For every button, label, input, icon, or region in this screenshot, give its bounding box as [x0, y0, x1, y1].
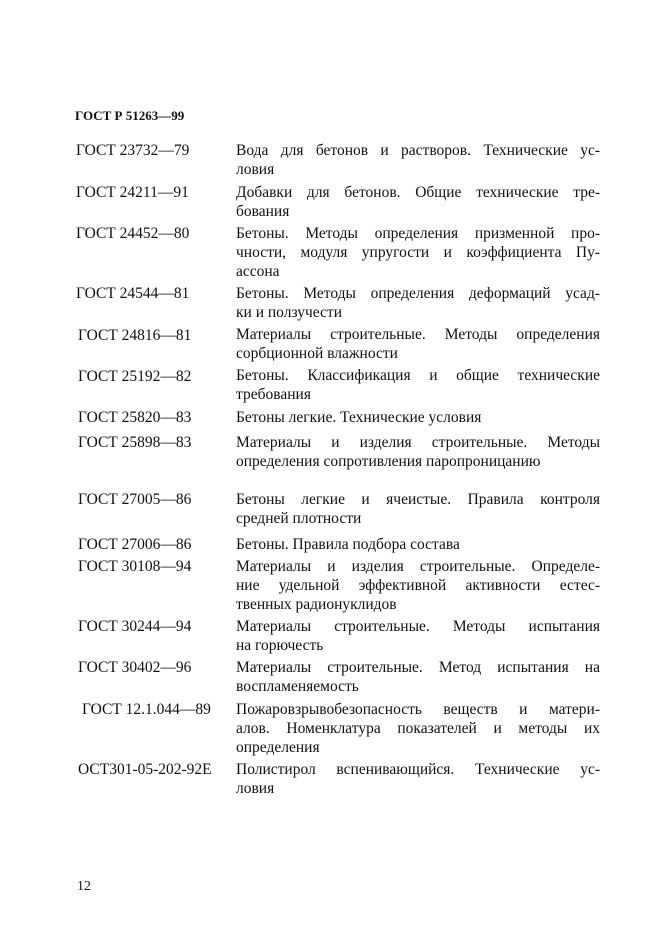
reference-title	[236, 535, 600, 554]
reference-code: ГОСТ 24544—81	[76, 285, 190, 302]
reference-title	[236, 408, 600, 427]
reference-title-line: ловия	[236, 780, 275, 797]
reference-title-line: требования	[236, 386, 311, 403]
reference-code: ГОСТ 30402—96	[78, 659, 192, 676]
reference-title-line: Вода для бетонов и растворов. Технические ус-	[236, 142, 600, 159]
reference-code: ГОСТ 30244—94	[78, 618, 192, 635]
reference-title-line: Материалы и изделия строительные. Определе-	[236, 558, 600, 575]
reference-title	[236, 366, 600, 404]
reference-title-line: бования	[236, 203, 290, 220]
reference-title-line: Пожаровзрывобезопасность веществ и матери-	[236, 701, 600, 718]
reference-code: ГОСТ 24211—91	[76, 184, 189, 201]
reference-code: ГОСТ 24816—81	[78, 327, 192, 344]
reference-title-line: Бетоны. Методы определения призменной про-	[236, 225, 600, 242]
reference-title-line: Добавки для бетонов. Общие технические тре-	[236, 184, 600, 201]
reference-title	[236, 617, 600, 655]
reference-title-line: Бетоны. Методы определения деформаций усад-	[236, 285, 600, 302]
reference-code: ГОСТ 23732—79	[76, 142, 190, 159]
reference-title-line: Бетоны. Правила подбора состава	[236, 536, 460, 553]
reference-title-line: ки и ползучести	[236, 304, 343, 321]
document-header: ГОСТ Р 51263—99	[75, 108, 185, 123]
reference-title-line: Бетоны легкие. Технические условия	[236, 409, 482, 426]
reference-title-line: определения сопротивления паропроницанию	[236, 453, 541, 470]
reference-title	[236, 700, 600, 757]
reference-title-line: на горючесть	[236, 637, 324, 654]
reference-code: ГОСТ 25820—83	[78, 409, 192, 426]
reference-title	[236, 325, 600, 363]
reference-title-line: твенных радионуклидов	[236, 596, 397, 613]
reference-title-line: алов. Номенклатура показателей и методы их	[236, 720, 600, 737]
reference-code: ГОСТ 12.1.044—89	[82, 701, 211, 718]
reference-title	[236, 433, 600, 471]
reference-title-line: чности, модуля упругости и коэффициента Пу-	[236, 244, 600, 261]
reference-title-line: ассона	[236, 263, 280, 280]
reference-title-line: Бетоны. Классификация и общие технические	[236, 367, 600, 384]
reference-code: ГОСТ 25192—82	[78, 368, 192, 385]
reference-title	[236, 760, 600, 798]
reference-title	[236, 557, 600, 614]
reference-title	[236, 284, 600, 322]
reference-title-line: определения	[236, 739, 320, 756]
reference-title-line: сорбционной влажности	[236, 345, 398, 362]
reference-title	[236, 183, 600, 221]
reference-code: ГОСТ 27006—86	[78, 536, 192, 553]
reference-title-line: ловия	[236, 161, 275, 178]
reference-code: ОСТ301-05-202-92Е	[78, 761, 212, 778]
reference-title-line: Бетоны легкие и ячеистые. Правила контроля	[236, 491, 600, 508]
reference-code: ГОСТ 30108—94	[78, 558, 192, 575]
reference-title-line: Материалы строительные. Методы испытания	[236, 618, 600, 635]
reference-title	[236, 658, 600, 696]
reference-title-line: ние удельной эффективной активности естес-	[236, 577, 600, 594]
reference-title	[236, 224, 600, 281]
reference-title-line: Полистирол вспенивающийся. Технические ус-	[236, 761, 600, 778]
reference-title	[236, 141, 600, 179]
reference-title	[236, 490, 600, 528]
page-number: 12	[77, 879, 91, 894]
reference-title-line: средней плотности	[236, 510, 362, 527]
reference-code: ГОСТ 25898—83	[78, 434, 192, 451]
reference-title-line: воспламеняемость	[236, 678, 359, 695]
reference-code: ГОСТ 24452—80	[76, 225, 190, 242]
reference-title-line: Материалы и изделия строительные. Методы	[236, 434, 600, 451]
reference-title-line: Материалы строительные. Метод испытания на	[236, 659, 600, 676]
reference-title-line: Материалы строительные. Методы определения	[236, 326, 600, 343]
reference-code: ГОСТ 27005—86	[78, 491, 192, 508]
